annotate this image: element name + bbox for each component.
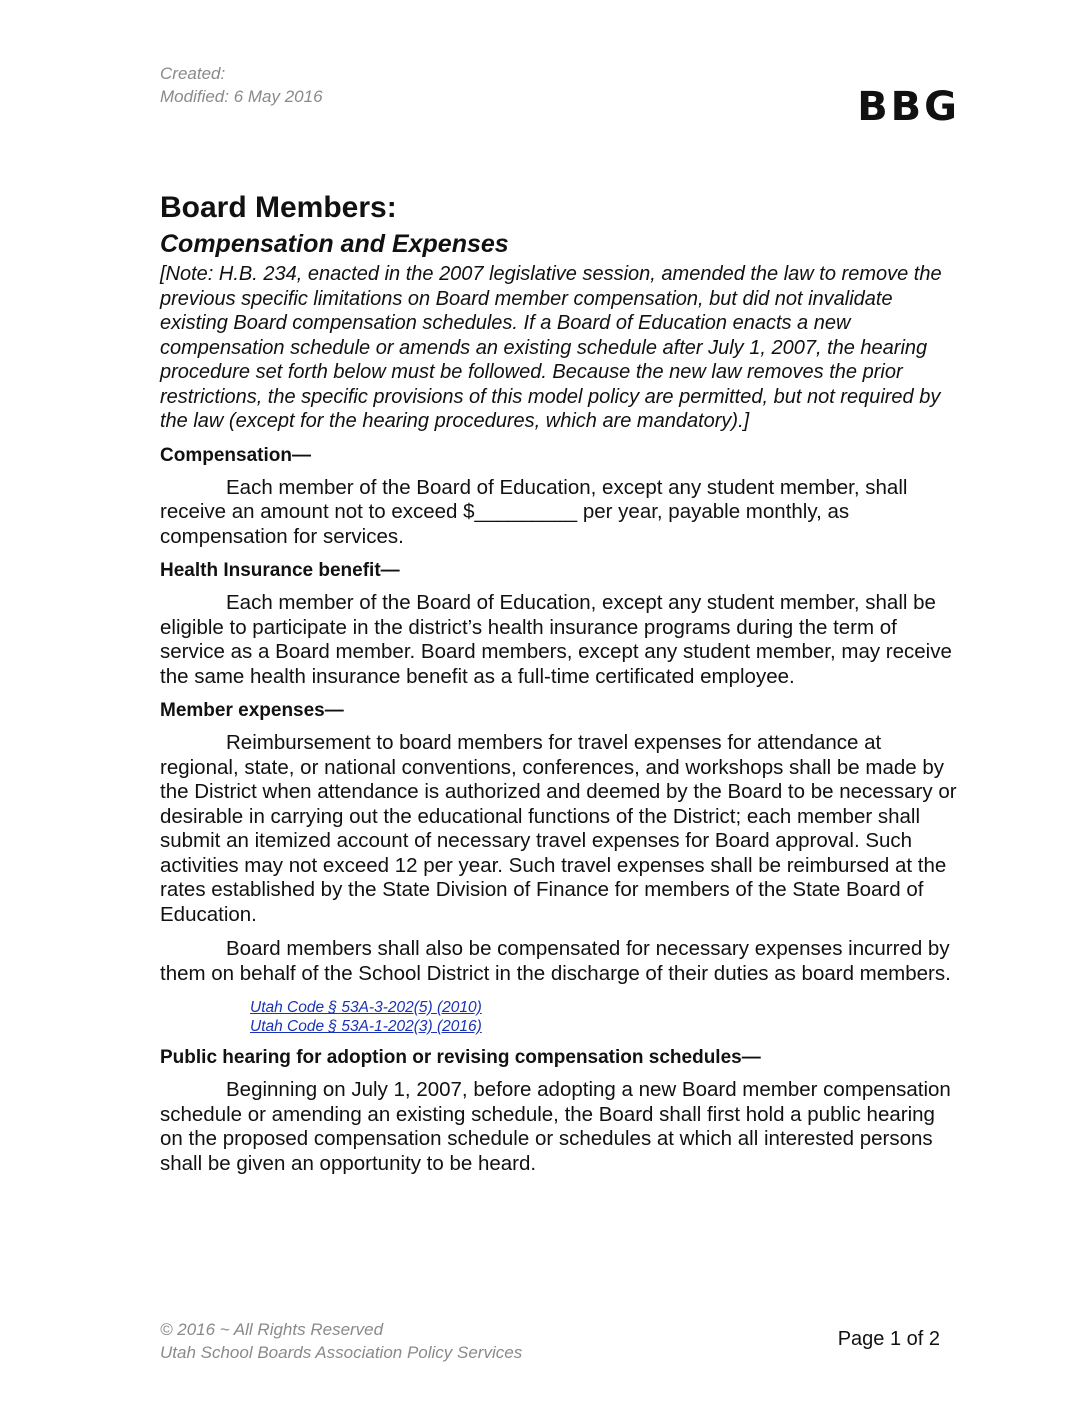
section-heading: Public hearing for adoption or revising compensation schedules—: [160, 1047, 761, 1068]
section-heading: Health Insurance benefit—: [160, 560, 400, 581]
utah-code-link[interactable]: Utah Code § 53A-1-202(3) (2016): [250, 1018, 482, 1035]
created-label: Created:: [160, 64, 226, 83]
utah-code-link[interactable]: Utah Code § 53A-3-202(5) (2010): [250, 999, 482, 1016]
organization-text: Utah School Boards Association Policy Services: [160, 1343, 523, 1362]
legislative-note: [Note: H.B. 234, enacted in the 2007 legislative session, amended the law to remove the previous specific limitations on Board member compensation, but did not invalidate existing Board compensation schedules. If a Board of Education enacts a new compensation schedule or amends an existing schedule after July 1, 2007, the hearing procedure set forth below must be followed. Because the new law removes the prior restrictions, the specific provisions of this model policy are permitted, but not required by the law (except for the hearing procedures, which are mandatory).]: [160, 263, 942, 432]
section-health-insurance: [160, 559, 960, 689]
footer-info: [160, 1318, 522, 1364]
section-heading: Compensation—: [160, 444, 311, 466]
page-number: Page 1 of 2: [837, 1328, 940, 1350]
section-heading: Member expenses—: [160, 700, 344, 721]
bbg-logo: BBG: [857, 84, 960, 130]
section-member-expenses: [160, 699, 960, 1036]
document-body: [160, 190, 960, 1186]
document-title: Board Members:: [160, 191, 397, 224]
copyright-text: © 2016 ~ All Rights Reserved: [160, 1320, 384, 1339]
section-compensation: [160, 444, 960, 550]
section-paragraph: Reimbursement to board members for travel expenses for attendance at regional, state, or national conventions, conferences, and workshops shall be made by the District when attendance is authorized and deemed by the Board to be necessary or desirable in carrying out the educational functions of the District; each member shall submit an itemized account of necessary travel expenses for Board approval. Such activities may not exceed 12 per year. Such travel expenses shall be reimbursed at the rates established by the State Division of Finance for members of the State Board of Education.: [160, 731, 957, 926]
section-paragraph: Each member of the Board of Education, except any student member, shall receive an amount not to exceed $_________ per year, payable monthly, as compensation for services.: [160, 475, 908, 548]
section-paragraph: Each member of the Board of Education, except any student member, shall be eligible to participate in the district’s health insurance programs during the term of service as a Board member. Board members, except any student member, may receive the same health insurance benefit as a full-time certificated employee.: [160, 591, 952, 688]
section-paragraph: Board members shall also be compensated for necessary expenses incurred by them on behalf of the School District in the discharge of their duties as board members.: [160, 937, 951, 985]
document-subtitle: Compensation and Expenses: [160, 230, 509, 258]
section-public-hearing: [160, 1046, 960, 1176]
modified-label: Modified: 6 May 2016: [160, 87, 323, 106]
document-metadata: [160, 62, 323, 108]
legal-references: [250, 998, 960, 1036]
section-paragraph: Beginning on July 1, 2007, before adopting a new Board member compensation schedule or amending an existing schedule, the Board shall first hold a public hearing on the proposed compensation schedule or schedules at which all interested persons shall be given an opportunity to be heard.: [160, 1078, 951, 1175]
